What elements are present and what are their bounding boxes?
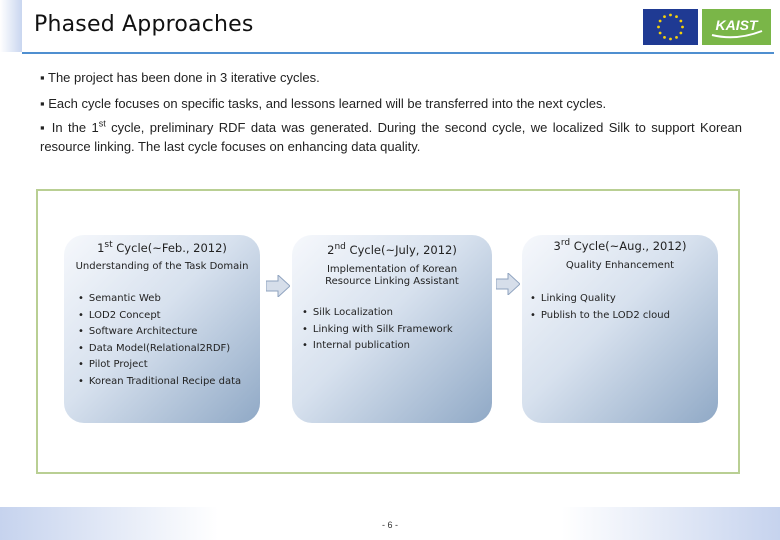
eu-star-icon: [659, 32, 662, 35]
list-item: • Korean Traditional Recipe data: [78, 374, 241, 391]
bullet-item: ▪ In the 1st cycle, preliminary RDF data was generated. During the second cycle, we localized Silk to support Korean resource linking. The last cycle focuses on enhancing data quality.: [40, 118, 742, 154]
title-accent-bar: [0, 0, 22, 52]
eu-star-icon: [663, 36, 666, 39]
page-title: Phased Approaches: [34, 12, 254, 37]
list-item: • Pilot Project: [78, 357, 241, 374]
eu-star-icon: [659, 20, 662, 23]
cycle-card-1: [64, 235, 260, 423]
list-item: • Publish to the LOD2 cloud: [530, 308, 670, 325]
eu-star-icon: [675, 36, 678, 39]
page-number: - 6 -: [381, 520, 398, 530]
cycle-subtitle: Implementation of Korean Resource Linking Assistant: [325, 264, 459, 287]
bullet-item: ▪ Each cycle focuses on specific tasks, and lessons learned will be transferred into the next cycles.: [40, 96, 607, 111]
cycle-subtitle: Understanding of the Task Domain: [75, 261, 249, 272]
cycle-subtitle: Quality Enhancement: [565, 260, 675, 271]
kaist-logo-text: KAIST: [715, 17, 758, 33]
list-item: • Software Architecture: [78, 324, 241, 341]
cycle-title: 3rd Cycle(~Aug., 2012): [553, 238, 687, 253]
eu-star-icon: [663, 15, 666, 18]
list-item: • Data Model(Relational2RDF): [78, 341, 241, 358]
cycle-task-list: [530, 291, 670, 324]
eu-stars-icon: [643, 9, 698, 45]
arrow-right-icon: [266, 275, 290, 297]
eu-star-icon: [675, 15, 678, 18]
cycle-task-list: [302, 305, 453, 355]
cycle-title: 1st Cycle(~Feb., 2012): [97, 240, 227, 255]
eu-star-icon: [679, 32, 682, 35]
list-item: • Linking Quality: [530, 291, 670, 308]
cycle-title: 2nd Cycle(~July, 2012): [327, 242, 457, 257]
eu-star-icon: [679, 20, 682, 23]
cycles-panel: [36, 189, 740, 474]
cycle-card-3: [522, 235, 718, 423]
list-item: • Linking with Silk Framework: [302, 322, 453, 339]
list-item: • Semantic Web: [78, 291, 241, 308]
eu-star-icon: [681, 26, 684, 29]
bullet-item: ▪ The project has been done in 3 iterative cycles.: [40, 70, 320, 85]
eu-star-icon: [669, 14, 672, 17]
cycle-card-2: [292, 235, 492, 423]
eu-flag-logo: [643, 9, 698, 45]
list-item: • Internal publication: [302, 338, 453, 355]
arrow-right-icon: [496, 273, 520, 295]
list-item: • LOD2 Concept: [78, 308, 241, 325]
kaist-logo: [702, 9, 771, 45]
eu-star-icon: [669, 38, 672, 41]
list-item: • Silk Localization: [302, 305, 453, 322]
title-divider: [22, 52, 774, 54]
eu-star-icon: [657, 26, 660, 29]
cycle-task-list: [78, 291, 241, 391]
